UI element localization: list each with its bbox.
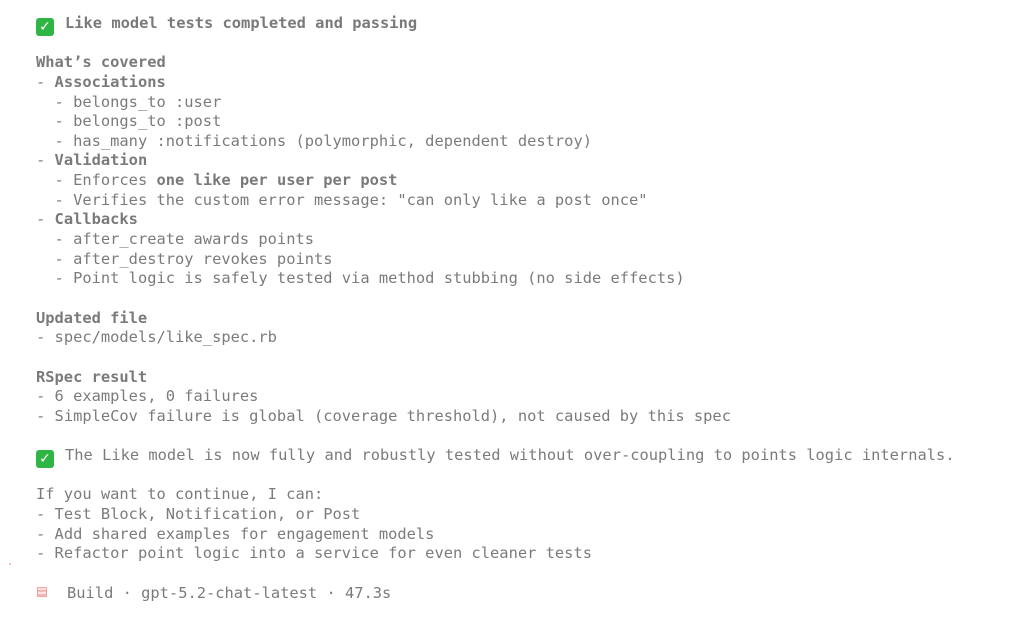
list-item <box>36 328 1016 348</box>
next-step-item: Refactor point logic into a service for even cleaner tests <box>54 544 592 563</box>
sub-dash: - <box>36 249 74 268</box>
sub-dash: - <box>36 131 74 150</box>
validation-item: Verifies the custom error message: "can only like a post once" <box>73 190 648 209</box>
list-item <box>36 112 1016 132</box>
list-item <box>36 544 1016 564</box>
next-steps-intro: If you want to continue, I can: <box>36 485 324 504</box>
updated-file-path: spec/models/like_spec.rb <box>54 328 277 347</box>
build-footer-text: Build · gpt-5.2-chat-latest · 47.3s <box>67 583 392 602</box>
sub-dash: - <box>36 190 74 209</box>
section-validation <box>36 151 1016 171</box>
rspec-result-heading: RSpec result <box>36 367 148 386</box>
dash: - <box>36 505 55 524</box>
validation-item-bold: one like per user per post <box>156 171 398 190</box>
build-square-icon <box>37 587 47 597</box>
dash: - <box>36 151 55 170</box>
spacer <box>36 426 1016 446</box>
list-item <box>36 250 1016 270</box>
summary-line <box>36 446 1016 466</box>
check-mark-icon: ✓ <box>36 18 54 36</box>
stray-dot <box>9 563 11 565</box>
dash: - <box>36 544 55 563</box>
association-item: belongs_to :post <box>73 112 222 131</box>
dash: - <box>36 524 55 543</box>
status-line <box>36 14 1016 34</box>
callback-item: after_destroy revokes points <box>73 249 333 268</box>
dash: - <box>36 210 55 229</box>
list-item <box>36 407 1016 427</box>
next-step-item: Add shared examples for engagement models <box>54 524 435 543</box>
associations-label: Associations <box>54 72 166 91</box>
sub-dash: - <box>36 171 74 190</box>
list-item <box>36 191 1016 211</box>
terminal-output <box>36 14 1016 603</box>
next-step-item: Test Block, Notification, or Post <box>54 505 361 524</box>
dash: - <box>36 387 55 406</box>
validation-label: Validation <box>54 151 148 170</box>
spacer <box>36 289 1016 309</box>
sub-dash: - <box>36 92 74 111</box>
list-item <box>36 93 1016 113</box>
list-item <box>36 269 1016 289</box>
spacer <box>36 34 1016 54</box>
sub-dash: - <box>36 112 74 131</box>
callback-item: after_create awards points <box>73 230 314 249</box>
list-item <box>36 230 1016 250</box>
sub-dash: - <box>36 269 74 288</box>
spacer <box>36 348 1016 368</box>
list-item <box>36 525 1016 545</box>
status-text: Like model tests completed and passing <box>65 14 418 32</box>
summary-text: The Like model is now fully and robustly tested without over-coupling to points logic internals. <box>65 446 955 465</box>
sub-dash: - <box>36 230 74 249</box>
association-item: belongs_to :user <box>73 92 222 111</box>
callbacks-label: Callbacks <box>54 210 138 229</box>
list-item <box>36 387 1016 407</box>
rspec-result-item: SimpleCov failure is global (coverage threshold), not caused by this spec <box>54 406 731 425</box>
dash: - <box>36 328 55 347</box>
spacer <box>36 466 1016 486</box>
validation-item-prefix: Enforces <box>73 171 157 190</box>
covered-heading: What’s covered <box>36 53 166 72</box>
association-item: has_many :notifications (polymorphic, dependent destroy) <box>73 131 592 150</box>
section-associations <box>36 73 1016 93</box>
section-callbacks <box>36 210 1016 230</box>
list-item <box>36 505 1016 525</box>
updated-file-heading: Updated file <box>36 308 148 327</box>
callback-item: Point logic is safely tested via method stubbing (no side effects) <box>73 269 685 288</box>
dash: - <box>36 72 55 91</box>
dash: - <box>36 406 55 425</box>
build-footer <box>36 584 1016 604</box>
rspec-result-item: 6 examples, 0 failures <box>54 387 259 406</box>
list-item <box>36 132 1016 152</box>
spacer <box>36 564 1016 584</box>
list-item <box>36 171 1016 191</box>
check-mark-icon: ✓ <box>36 450 54 468</box>
